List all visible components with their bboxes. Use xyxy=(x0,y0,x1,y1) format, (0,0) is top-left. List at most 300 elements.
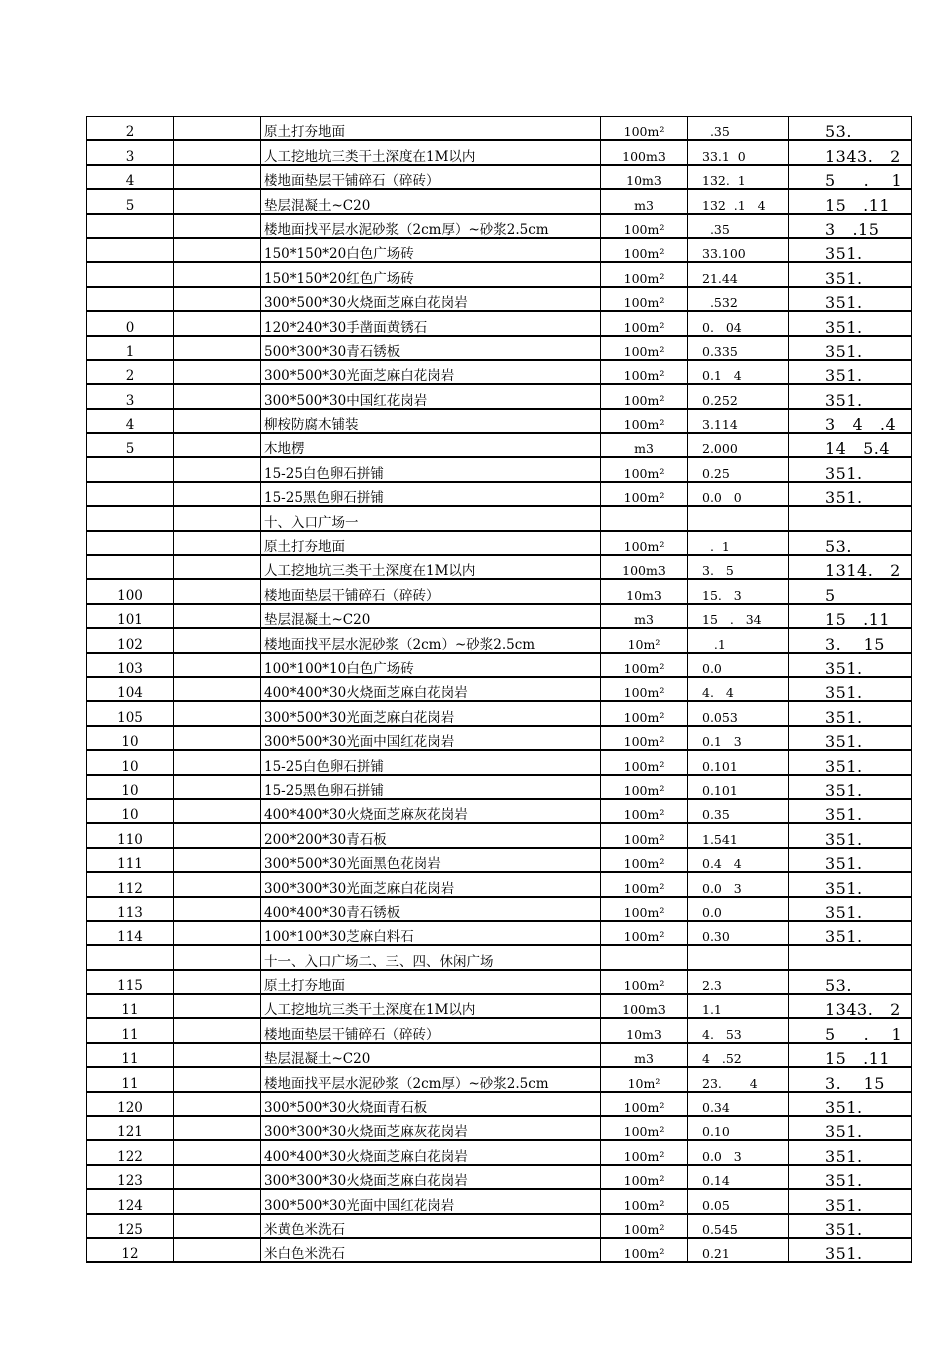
row-number-text: 121 xyxy=(117,1124,143,1141)
item-name-cell xyxy=(261,457,601,481)
row-number-cell xyxy=(87,604,174,628)
item-name-text: 十、入口广场一 xyxy=(264,514,359,531)
row-number-cell xyxy=(87,117,174,141)
quantity-table-body xyxy=(87,117,912,1263)
code-cell xyxy=(174,1116,261,1140)
row-number-text: 12 xyxy=(121,1246,139,1263)
price-text: 351. xyxy=(825,878,863,898)
price-text: 351. xyxy=(825,829,863,849)
quantity-text: .1 xyxy=(702,636,726,652)
unit-text: 10m² xyxy=(627,636,661,652)
code-cell xyxy=(174,823,261,847)
row-number-cell xyxy=(87,287,174,311)
unit-text: 100m² xyxy=(623,270,665,286)
table-row xyxy=(87,1092,912,1116)
quantity-cell xyxy=(688,189,789,213)
quantity-cell xyxy=(688,726,789,750)
quantity-text: 0.0 xyxy=(702,660,722,676)
price-text: 1343. 2 xyxy=(825,1000,901,1020)
item-name-cell xyxy=(261,848,601,872)
quantity-text: 33.1 0 xyxy=(702,148,746,164)
quantity-text: 0.101 xyxy=(702,782,738,798)
price-text: 15 .11 xyxy=(825,195,891,215)
code-cell xyxy=(174,872,261,896)
table-row xyxy=(87,1140,912,1164)
quantity-cell xyxy=(688,384,789,408)
code-cell xyxy=(174,287,261,311)
item-name-cell xyxy=(261,628,601,652)
item-name-text: 400*400*30青石锈板 xyxy=(264,904,401,921)
item-name-text: 300*300*30火烧面芝麻白花岗岩 xyxy=(264,1173,468,1190)
item-name-cell xyxy=(261,189,601,213)
table-row xyxy=(87,311,912,335)
item-name-text: 400*400*30火烧面芝麻白花岗岩 xyxy=(264,1148,468,1165)
quantity-cell xyxy=(688,945,789,969)
item-name-cell xyxy=(261,701,601,725)
row-number-text: 123 xyxy=(117,1173,143,1190)
table-row xyxy=(87,214,912,238)
unit-cell xyxy=(601,1116,688,1140)
quantity-cell xyxy=(688,117,789,141)
code-cell xyxy=(174,1140,261,1164)
unit-text: m3 xyxy=(634,612,654,628)
item-name-text: 400*400*30火烧面芝麻灰花岗岩 xyxy=(264,807,468,824)
unit-text: 100m² xyxy=(623,221,665,237)
item-name-text: 米黄色米洗石 xyxy=(264,1221,345,1238)
price-text: 5 . 1 xyxy=(825,1024,903,1044)
table-row xyxy=(87,1189,912,1213)
quantity-cell xyxy=(688,360,789,384)
quantity-cell xyxy=(688,604,789,628)
quantity-text: 0.30 xyxy=(702,929,730,945)
quantity-text: 0.34 xyxy=(702,1100,730,1116)
row-number-cell xyxy=(87,336,174,360)
unit-cell xyxy=(601,970,688,994)
item-name-cell xyxy=(261,823,601,847)
row-number-text: 124 xyxy=(117,1197,143,1214)
item-name-text: 15-25黑色卵石拼铺 xyxy=(264,490,384,507)
unit-text: 100m² xyxy=(623,343,665,359)
row-number-text: 3 xyxy=(125,148,135,165)
item-name-cell xyxy=(261,311,601,335)
row-number-text: 4 xyxy=(125,417,135,434)
quantity-text: 2.3 xyxy=(702,978,722,994)
quantity-cell xyxy=(688,287,789,311)
unit-cell xyxy=(601,457,688,481)
price-cell xyxy=(789,750,912,774)
price-text: 351. xyxy=(825,463,863,483)
item-name-text: 15-25白色卵石拼铺 xyxy=(264,465,384,482)
price-cell xyxy=(789,457,912,481)
item-name-text: 300*500*30光面黑色花岗岩 xyxy=(264,856,441,873)
unit-cell xyxy=(601,555,688,579)
row-number-text: 110 xyxy=(117,831,143,848)
unit-text: 100m² xyxy=(623,734,665,750)
row-number-text: 1 xyxy=(125,343,135,360)
price-cell xyxy=(789,1092,912,1116)
price-text: 351. xyxy=(825,293,863,313)
code-cell xyxy=(174,238,261,262)
row-number-text: 11 xyxy=(121,1051,139,1068)
table-row xyxy=(87,1165,912,1189)
price-text: 3 4 .4 xyxy=(825,415,897,435)
price-text: 53. xyxy=(825,976,852,996)
table-row xyxy=(87,409,912,433)
quantity-cell xyxy=(688,897,789,921)
quantity-cell xyxy=(688,409,789,433)
price-cell xyxy=(789,701,912,725)
unit-cell xyxy=(601,750,688,774)
code-cell xyxy=(174,921,261,945)
table-row xyxy=(87,897,912,921)
row-number-cell xyxy=(87,799,174,823)
unit-cell xyxy=(601,1067,688,1091)
quantity-cell xyxy=(688,701,789,725)
price-text: 351. xyxy=(825,317,863,337)
unit-cell xyxy=(601,140,688,164)
quantity-text: 0. 04 xyxy=(702,319,742,335)
code-cell xyxy=(174,555,261,579)
code-cell xyxy=(174,336,261,360)
item-name-text: 人工挖地坑三类干土深度在1M以内 xyxy=(264,563,476,580)
unit-text: 100m² xyxy=(623,856,665,872)
quantity-cell xyxy=(688,1043,789,1067)
quantity-text: 0.053 xyxy=(702,709,738,725)
row-number-cell xyxy=(87,677,174,701)
row-number-cell xyxy=(87,994,174,1018)
price-cell xyxy=(789,433,912,457)
price-cell xyxy=(789,799,912,823)
price-text: 351. xyxy=(825,341,863,361)
table-row xyxy=(87,726,912,750)
quantity-cell xyxy=(688,336,789,360)
code-cell xyxy=(174,506,261,530)
quantity-cell xyxy=(688,1092,789,1116)
table-row xyxy=(87,457,912,481)
code-cell xyxy=(174,701,261,725)
price-text: 351. xyxy=(825,902,863,922)
row-number-text: 100 xyxy=(117,587,143,604)
code-cell xyxy=(174,848,261,872)
price-cell xyxy=(789,287,912,311)
price-text: 351. xyxy=(825,488,863,508)
price-cell xyxy=(789,945,912,969)
price-text: 1314. 2 xyxy=(825,561,901,581)
code-cell xyxy=(174,262,261,286)
row-number-cell xyxy=(87,1067,174,1091)
price-cell xyxy=(789,1238,912,1262)
code-cell xyxy=(174,384,261,408)
price-text: 351. xyxy=(825,756,863,776)
row-number-cell xyxy=(87,897,174,921)
price-cell xyxy=(789,1140,912,1164)
unit-cell xyxy=(601,677,688,701)
item-name-cell xyxy=(261,531,601,555)
unit-cell xyxy=(601,848,688,872)
price-text: 351. xyxy=(825,805,863,825)
unit-cell xyxy=(601,409,688,433)
price-cell xyxy=(789,848,912,872)
quantity-cell xyxy=(688,555,789,579)
item-name-cell xyxy=(261,897,601,921)
item-name-cell xyxy=(261,1018,601,1042)
unit-cell xyxy=(601,311,688,335)
unit-cell xyxy=(601,1189,688,1213)
unit-text: 100m² xyxy=(623,124,665,140)
item-name-cell xyxy=(261,653,601,677)
table-row xyxy=(87,262,912,286)
item-name-text: 150*150*20红色广场砖 xyxy=(264,270,414,287)
quantity-text: 0.0 0 xyxy=(702,490,742,506)
quantity-cell xyxy=(688,775,789,799)
quantity-cell xyxy=(688,653,789,677)
item-name-text: 人工挖地坑三类干土深度在1M以内 xyxy=(264,148,476,165)
item-name-text: 120*240*30手凿面黄锈石 xyxy=(264,319,428,336)
price-text: 3. 15 xyxy=(825,1073,885,1093)
code-cell xyxy=(174,677,261,701)
price-cell xyxy=(789,1116,912,1140)
unit-text: 10m3 xyxy=(626,587,662,603)
row-number-text: 3 xyxy=(125,392,135,409)
quantity-text: 2.000 xyxy=(702,441,738,457)
row-number-text: 11 xyxy=(121,1075,139,1092)
row-number-text: 11 xyxy=(121,1026,139,1043)
price-cell xyxy=(789,897,912,921)
unit-text: 100m3 xyxy=(622,1002,666,1018)
row-number-cell xyxy=(87,1238,174,1262)
unit-cell xyxy=(601,1238,688,1262)
unit-cell xyxy=(601,360,688,384)
unit-text: 100m3 xyxy=(622,148,666,164)
code-cell xyxy=(174,140,261,164)
quantity-cell xyxy=(688,677,789,701)
price-cell xyxy=(789,409,912,433)
item-name-cell xyxy=(261,1214,601,1238)
price-text: 351. xyxy=(825,1171,863,1191)
quantity-cell xyxy=(688,1067,789,1091)
quantity-cell xyxy=(688,262,789,286)
row-number-text: 5 xyxy=(125,441,135,458)
row-number-text: 104 xyxy=(117,685,143,702)
item-name-cell xyxy=(261,1092,601,1116)
row-number-cell xyxy=(87,433,174,457)
table-row xyxy=(87,872,912,896)
price-text: 351. xyxy=(825,1146,863,1166)
quantity-cell xyxy=(688,238,789,262)
unit-cell xyxy=(601,1018,688,1042)
price-cell xyxy=(789,384,912,408)
code-cell xyxy=(174,726,261,750)
row-number-cell xyxy=(87,848,174,872)
row-number-text: 115 xyxy=(117,978,143,995)
row-number-cell xyxy=(87,872,174,896)
item-name-cell xyxy=(261,750,601,774)
item-name-text: 300*300*30火烧面芝麻灰花岗岩 xyxy=(264,1124,468,1141)
table-row xyxy=(87,238,912,262)
row-number-text: 102 xyxy=(117,636,143,653)
item-name-cell xyxy=(261,360,601,384)
price-cell xyxy=(789,238,912,262)
price-text: 5 xyxy=(825,585,836,605)
code-cell xyxy=(174,945,261,969)
item-name-text: 150*150*20白色广场砖 xyxy=(264,246,414,263)
quantity-text: 21.44 xyxy=(702,270,738,286)
row-number-text: 0 xyxy=(125,319,135,336)
item-name-text: 300*500*30光面中国红花岗岩 xyxy=(264,734,455,751)
row-number-cell xyxy=(87,189,174,213)
quantity-cell xyxy=(688,579,789,603)
code-cell xyxy=(174,1067,261,1091)
quantity-text: 4. 4 xyxy=(702,685,734,701)
item-name-text: 十一、入口广场二、三、四、休闲广场 xyxy=(264,953,494,970)
quantity-text: 0.252 xyxy=(702,392,738,408)
row-number-text: 112 xyxy=(117,880,143,897)
item-name-cell xyxy=(261,262,601,286)
unit-cell xyxy=(601,872,688,896)
table-row xyxy=(87,360,912,384)
price-text: 15 .11 xyxy=(825,1049,891,1069)
unit-cell xyxy=(601,287,688,311)
table-row xyxy=(87,1116,912,1140)
table-row xyxy=(87,579,912,603)
row-number-cell xyxy=(87,262,174,286)
price-cell xyxy=(789,1018,912,1042)
quantity-text: 0.1 4 xyxy=(702,368,742,384)
price-cell xyxy=(789,775,912,799)
table-row xyxy=(87,653,912,677)
row-number-text: 105 xyxy=(117,709,143,726)
code-cell xyxy=(174,1092,261,1116)
table-row xyxy=(87,628,912,652)
price-text: 351. xyxy=(825,1098,863,1118)
row-number-text: 2 xyxy=(125,368,135,385)
price-cell xyxy=(789,360,912,384)
unit-text: 100m² xyxy=(623,929,665,945)
price-cell xyxy=(789,579,912,603)
quantity-cell xyxy=(688,311,789,335)
quantity-cell xyxy=(688,140,789,164)
table-row xyxy=(87,531,912,555)
code-cell xyxy=(174,214,261,238)
row-number-cell xyxy=(87,457,174,481)
item-name-text: 200*200*30青石板 xyxy=(264,831,387,848)
table-row xyxy=(87,701,912,725)
unit-text: 100m² xyxy=(623,758,665,774)
unit-cell xyxy=(601,165,688,189)
row-number-cell xyxy=(87,311,174,335)
table-row xyxy=(87,1043,912,1067)
item-name-cell xyxy=(261,238,601,262)
price-cell xyxy=(789,921,912,945)
item-name-cell xyxy=(261,1189,601,1213)
item-name-text: 300*500*30火烧面青石板 xyxy=(264,1100,428,1117)
row-number-text: 114 xyxy=(117,929,143,946)
table-row xyxy=(87,994,912,1018)
code-cell xyxy=(174,117,261,141)
code-cell xyxy=(174,628,261,652)
unit-cell xyxy=(601,482,688,506)
table-row xyxy=(87,775,912,799)
unit-cell xyxy=(601,994,688,1018)
unit-cell xyxy=(601,384,688,408)
code-cell xyxy=(174,1214,261,1238)
item-name-cell xyxy=(261,1043,601,1067)
price-text: 351. xyxy=(825,732,863,752)
code-cell xyxy=(174,1018,261,1042)
quantity-cell xyxy=(688,848,789,872)
row-number-cell xyxy=(87,726,174,750)
table-row xyxy=(87,287,912,311)
unit-cell xyxy=(601,823,688,847)
item-name-text: 15-25黑色卵石拼铺 xyxy=(264,782,384,799)
item-name-text: 原土打夯地面 xyxy=(264,539,345,556)
row-number-cell xyxy=(87,409,174,433)
row-number-text: 101 xyxy=(117,612,143,629)
price-cell xyxy=(789,482,912,506)
price-cell xyxy=(789,628,912,652)
unit-cell xyxy=(601,1214,688,1238)
code-cell xyxy=(174,457,261,481)
unit-text: 100m² xyxy=(623,319,665,335)
code-cell xyxy=(174,1043,261,1067)
quantity-text: 3. 5 xyxy=(702,563,734,579)
item-name-text: 楼地面垫层干铺碎石（碎砖） xyxy=(264,173,440,190)
unit-cell xyxy=(601,117,688,141)
row-number-cell xyxy=(87,628,174,652)
row-number-text: 11 xyxy=(121,1002,139,1019)
price-cell xyxy=(789,336,912,360)
code-cell xyxy=(174,897,261,921)
price-text: 351. xyxy=(825,268,863,288)
quantity-cell xyxy=(688,531,789,555)
quantity-cell xyxy=(688,506,789,530)
item-name-cell xyxy=(261,726,601,750)
code-cell xyxy=(174,360,261,384)
quantity-text: .35 xyxy=(702,124,730,140)
unit-text: 100m² xyxy=(623,1173,665,1189)
row-number-text: 113 xyxy=(117,904,143,921)
table-row xyxy=(87,1067,912,1091)
row-number-cell xyxy=(87,970,174,994)
item-name-cell xyxy=(261,140,601,164)
unit-text: 100m² xyxy=(623,1246,665,1262)
unit-text: 100m² xyxy=(623,807,665,823)
row-number-text: 111 xyxy=(117,856,143,873)
unit-text: 100m² xyxy=(623,904,665,920)
row-number-text: 4 xyxy=(125,173,135,190)
price-cell xyxy=(789,653,912,677)
quantity-cell xyxy=(688,1189,789,1213)
price-text: 14 5.4 xyxy=(825,439,891,459)
item-name-text: 400*400*30火烧面芝麻白花岗岩 xyxy=(264,685,468,702)
item-name-text: 300*300*30光面芝麻白花岗岩 xyxy=(264,880,455,897)
unit-text: 100m² xyxy=(623,1197,665,1213)
item-name-text: 楼地面找平层水泥砂浆（2cm厚）~砂浆2.5cm xyxy=(264,221,549,238)
table-row xyxy=(87,555,912,579)
quantity-text: 0.21 xyxy=(702,1246,730,1262)
unit-text: 100m² xyxy=(623,978,665,994)
item-name-cell xyxy=(261,165,601,189)
table-row xyxy=(87,189,912,213)
item-name-text: 柳桉防腐木铺装 xyxy=(264,417,359,434)
row-number-cell xyxy=(87,1043,174,1067)
quantity-cell xyxy=(688,214,789,238)
quantity-cell xyxy=(688,1140,789,1164)
price-text: 351. xyxy=(825,683,863,703)
row-number-cell xyxy=(87,360,174,384)
row-number-text: 103 xyxy=(117,660,143,677)
quantity-text: 1.541 xyxy=(702,831,738,847)
